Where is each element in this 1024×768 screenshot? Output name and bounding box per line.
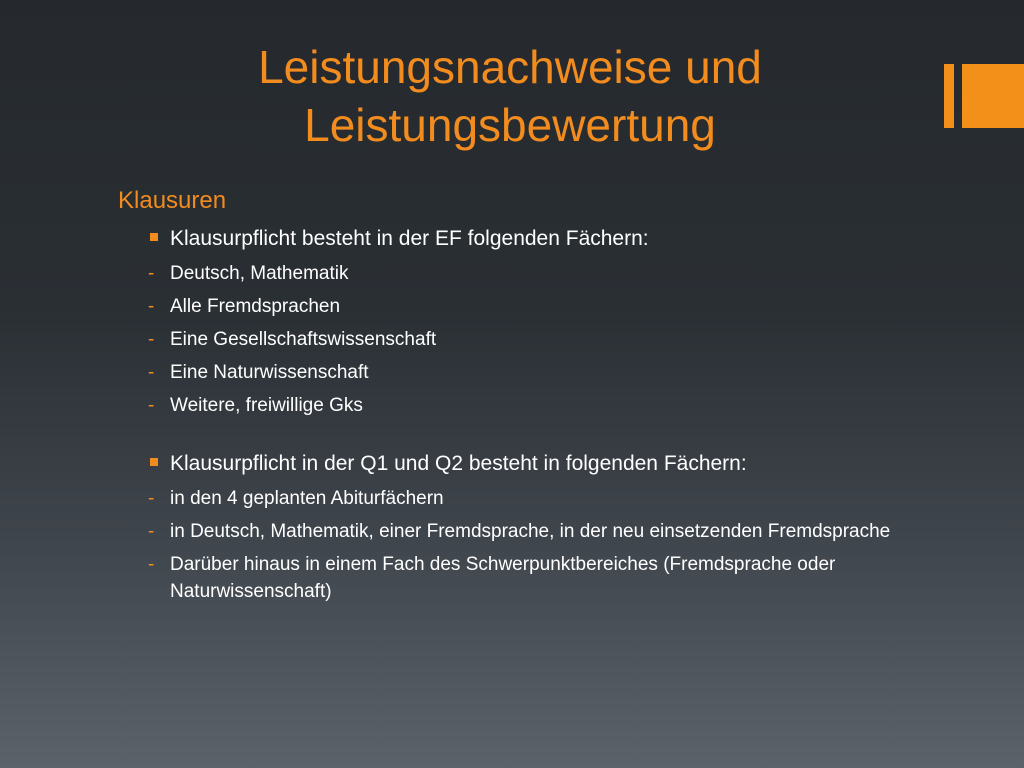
spacer (118, 425, 938, 449)
dash-icon: - (148, 329, 155, 350)
bullet-text: Klausurpflicht besteht in der EF folgenden Fächern: (170, 227, 649, 250)
dash-icon: - (148, 395, 155, 416)
list-item (118, 260, 938, 287)
list-item (118, 359, 938, 386)
square-bullet-icon (150, 458, 158, 466)
bullet-item (118, 449, 938, 479)
list-item (118, 551, 938, 605)
slide-title (150, 38, 870, 154)
list-item-text: Eine Naturwissenschaft (170, 362, 369, 383)
dash-icon: - (148, 362, 155, 383)
bullet-block-ef (118, 224, 938, 419)
dash-icon: - (148, 263, 155, 284)
section-heading: Klausuren (118, 187, 227, 214)
list-item (118, 485, 938, 512)
dash-icon: - (148, 554, 155, 575)
list-item-text: in den 4 geplanten Abiturfächern (170, 488, 444, 509)
title-line-2: Leistungsbewertung (304, 99, 716, 151)
decorative-bar-thick (962, 64, 1024, 128)
decorative-bar-thin (944, 64, 954, 128)
dash-icon: - (148, 488, 155, 509)
square-bullet-icon (150, 233, 158, 241)
slide-content (118, 184, 938, 611)
list-item-text: in Deutsch, Mathematik, einer Fremdsprache, in der neu einsetzenden Fremdsprache (170, 521, 891, 542)
list-item-text: Alle Fremdsprachen (170, 296, 341, 317)
list-item-text: Deutsch, Mathematik (170, 263, 349, 284)
bullet-block-q1-q2 (118, 449, 938, 605)
dash-icon: - (148, 521, 155, 542)
list-item (118, 326, 938, 353)
list-item (118, 293, 938, 320)
list-item-text: Darüber hinaus in einem Fach des Schwerpunktbereiches (Fremdsprache oder Naturwissenschaft) (170, 554, 836, 602)
bullet-item (118, 224, 938, 254)
bullet-text: Klausurpflicht in der Q1 und Q2 besteht in folgenden Fächern: (170, 452, 747, 475)
list-item-text: Weitere, freiwillige Gks (170, 395, 363, 416)
dash-icon: - (148, 296, 155, 317)
list-item-text: Eine Gesellschaftswissenschaft (170, 329, 437, 350)
title-line-1: Leistungsnachweise und (258, 41, 762, 93)
list-item (118, 392, 938, 419)
list-item (118, 518, 938, 545)
